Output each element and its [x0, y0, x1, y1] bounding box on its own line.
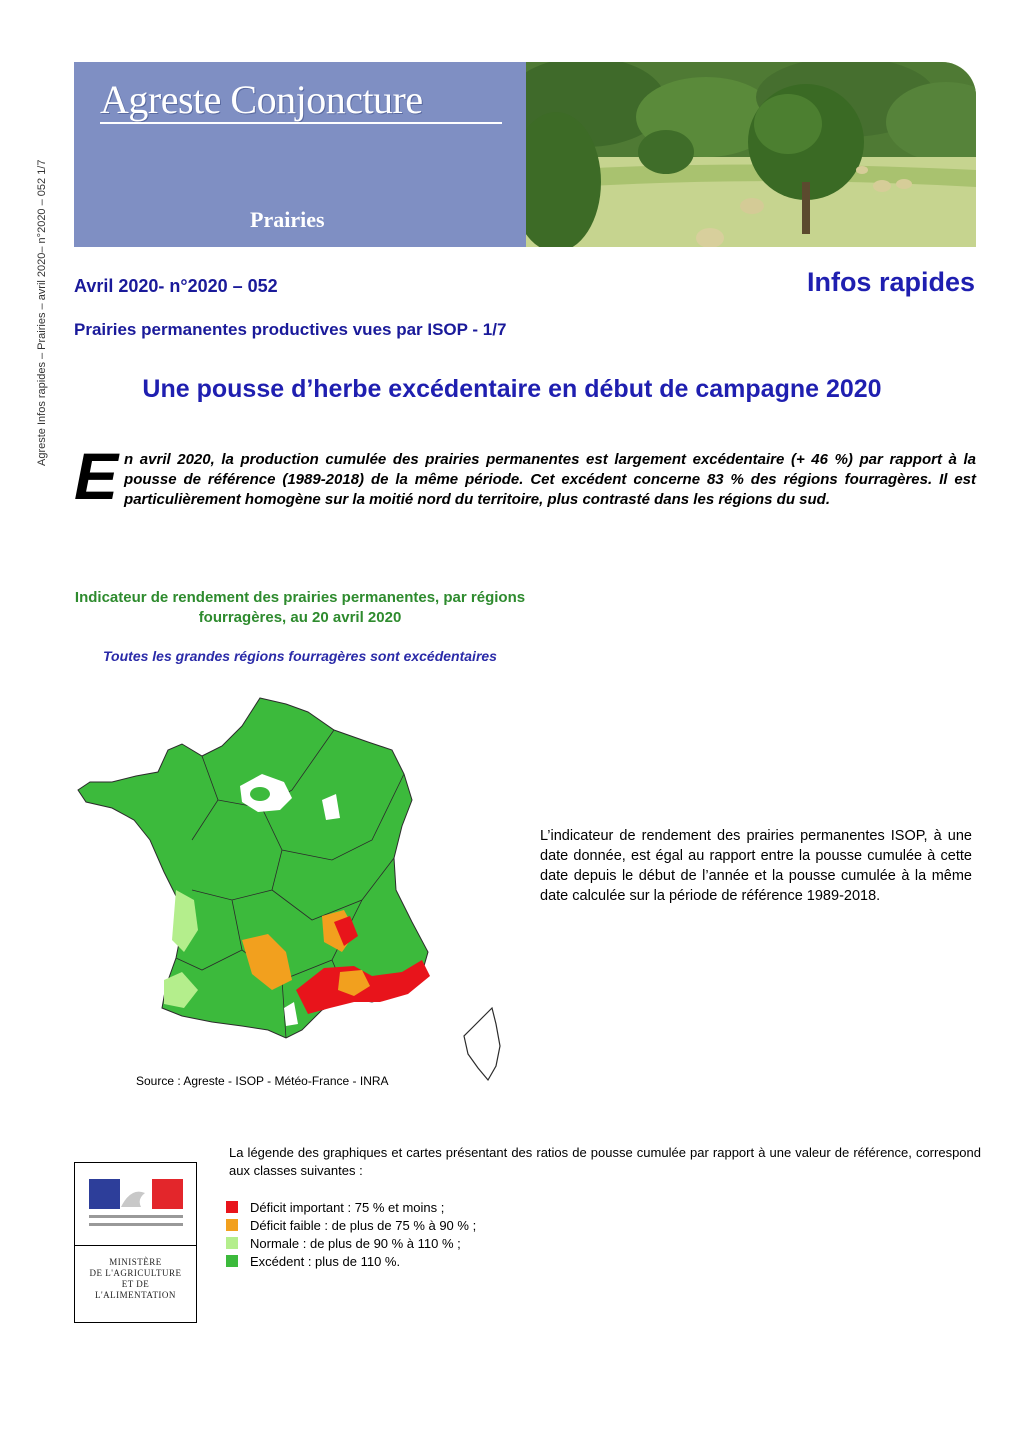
brand-underline: [100, 122, 502, 124]
meadow-photo: [526, 62, 976, 247]
headline: Une pousse d’herbe excédentaire en début de campagne 2020: [142, 375, 882, 403]
legend-swatch: [226, 1255, 238, 1267]
legend-item-deficit-important: [226, 1198, 476, 1216]
legend-label: Normale : de plus de 90 % à 110 % ;: [250, 1235, 461, 1251]
legend-label: Déficit faible : de plus de 75 % à 90 % ;: [250, 1217, 477, 1233]
legend-swatch: [226, 1237, 238, 1249]
marianne-emblem: [75, 1163, 196, 1245]
side-running-header: Agreste Infos rapides – Prairies – avril 2020– n°2020 – 052 1/7: [36, 159, 48, 466]
banner: [74, 62, 976, 247]
legend-swatch: [226, 1219, 238, 1231]
legend-label: Excédent : plus de 110 %.: [250, 1253, 401, 1269]
map-subtitle: Toutes les grandes régions fourragères sont excédentaires: [103, 648, 497, 664]
lead-paragraph: [74, 439, 976, 513]
drop-cap: E: [74, 439, 119, 513]
indicator-definition: L’indicateur de rendement des prairies permanentes ISOP, à une date donnée, est égal au rapport entre la pousse cumulée à cette date depuis le début de l’année et la pousse cumulée à la même date calculée sur la période de référence 1989-2018.: [540, 828, 972, 904]
series-title: Prairies permanentes productives vues par ISOP - 1/7: [74, 320, 507, 339]
france-yield-map: [72, 690, 512, 1090]
map-title: Indicateur de rendement des prairies permanentes, par régions fourragères, au 20 avril 2020: [74, 589, 526, 626]
legend-item-deficit-faible: [226, 1216, 476, 1234]
meadow-photo-illustration: [526, 62, 976, 247]
ministry-logo: [74, 1162, 197, 1323]
ministry-line-4: L'ALIMENTATION: [95, 1290, 176, 1300]
ministry-line-3: ET DE: [121, 1279, 150, 1289]
legend-item-excedent: [226, 1252, 476, 1270]
legend-label: Déficit important : 75 % et moins ;: [250, 1199, 445, 1215]
publication-type: Infos rapides: [806, 267, 975, 297]
ministry-line-2: DE L'AGRICULTURE: [89, 1268, 182, 1278]
legend-item-normale: [226, 1234, 476, 1252]
legend-list: [226, 1198, 476, 1270]
corsica-outline: [464, 1008, 500, 1080]
banner-subtitle: Prairies: [250, 207, 325, 232]
legend-swatch: [226, 1201, 238, 1213]
map-source: Source : Agreste - ISOP - Météo-France - INRA: [136, 1074, 389, 1088]
ministry-name: [79, 1257, 192, 1301]
brand-title: Agreste Conjoncture: [100, 77, 423, 122]
banner-title-panel: [74, 62, 526, 247]
lead-text: n avril 2020, la production cumulée des prairies permanentes est largement excédentaire (+ 46 %) par rapport à la pousse de référence (1989-2018) de la même période. Cet excédent concerne 83 % des régions fourragères. Il est particulièrement homogène sur la moitié nord du territoire, plus contrasté dans les régions du sud.: [124, 451, 976, 508]
france-map-svg: [72, 690, 512, 1090]
ministry-line-1: MINISTÈRE: [109, 1257, 162, 1267]
legend-intro: La légende des graphiques et cartes présentant des ratios de pousse cumulée par rapport à une valeur de référence, correspond aux classes suivantes :: [229, 1145, 981, 1178]
issue-number: Avril 2020- n°2020 – 052: [74, 276, 278, 296]
logo-divider: [75, 1245, 196, 1246]
